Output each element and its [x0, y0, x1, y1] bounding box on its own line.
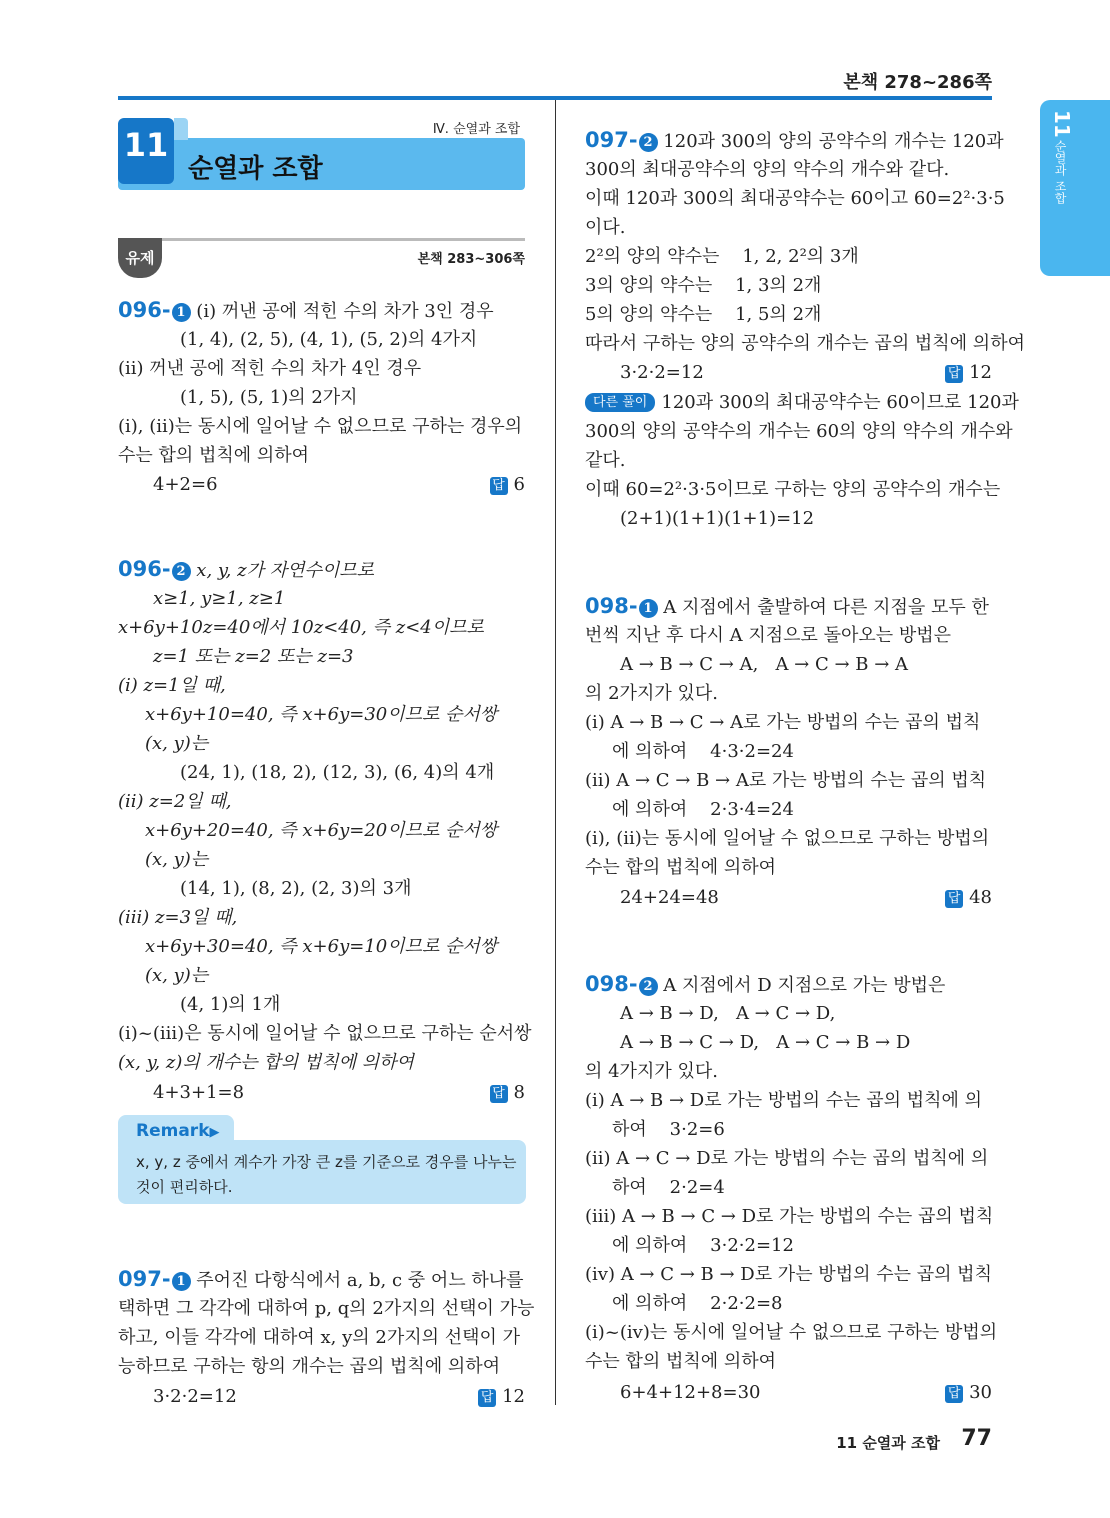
chapter-unit: Ⅳ. 순열과 조합 [432, 122, 520, 137]
footer-chapter: 11 순열과 조합 [836, 1434, 940, 1452]
p098-1-line-10: 24+24=48 [620, 887, 719, 908]
p097-2-alt-line-4: (2+1)(1+1)(1+1)=12 [620, 508, 815, 529]
p096-2-answer: 답 8 [490, 1078, 525, 1107]
remark-title: Remark▶ [136, 1121, 220, 1141]
p098-1-line-4: (ⅰ) A → B → C → A로 가는 방법의 수는 곱의 법칙 [585, 712, 981, 733]
p096-2-line-16: (ⅰ)~(ⅲ)은 동시에 일어날 수 없으므로 구하는 순서쌍 [118, 1023, 532, 1044]
p097-2-line-7: 따라서 구하는 양의 공약수의 개수는 곱의 법칙에 의하여 [585, 333, 1025, 354]
p098-1-num: 1 [639, 599, 658, 618]
p097-1-label: 097- [118, 1267, 171, 1291]
p098-1-line-7: 에 의하여 2·3·4=24 [612, 799, 794, 820]
section-badge: 유제 [118, 238, 162, 278]
p096-2-line-7: (24, 1), (18, 2), (12, 3), (6, 4)의 4개 [180, 762, 495, 783]
p098-1-line-0: 098- 1 A 지점에서 출발하여 다른 지점을 모두 한 [585, 594, 989, 618]
p096-2-line-10: (x, y)는 [145, 849, 209, 870]
p098-1-line-6: (ⅱ) A → C → B → A로 가는 방법의 수는 곱의 법칙 [585, 770, 987, 791]
p097-2-answer: 답 12 [945, 358, 992, 387]
p096-2-line-13: x+6y+30=40, 즉 x+6y=10이므로 순서쌍 [145, 936, 498, 957]
side-tab-title: 순열과 조합 [1053, 140, 1067, 204]
p096-1-answer: 답 6 [490, 470, 525, 499]
column-divider [555, 100, 556, 1405]
p098-1-label: 098- [585, 594, 638, 618]
p096-1-line-6: 4+2=6 [153, 474, 218, 495]
p096-2-line-4: (ⅰ) z=1일 때, [118, 675, 226, 696]
p096-2-line-15: (4, 1)의 1개 [180, 994, 281, 1015]
answer-mark-icon: 답 [490, 477, 508, 495]
remark-line-1: 것이 편리하다. [136, 1178, 233, 1196]
p096-1-line-2: (ⅱ) 꺼낸 공에 적힌 수의 차가 4인 경우 [118, 358, 422, 379]
p097-1-line-0: 097- 1 주어진 다항식에서 a, b, c 중 어느 하나를 [118, 1267, 524, 1291]
p098-2-line-10: (ⅳ) A → C → B → D로 가는 방법의 수는 곱의 법칙 [585, 1264, 992, 1285]
p098-2-line-11: 에 의하여 2·2·2=8 [612, 1293, 783, 1314]
p096-2-line-18: 4+3+1=8 [153, 1082, 245, 1103]
play-arrow-icon: ▶ [209, 1125, 220, 1140]
p097-2-alt-line-1: 300의 양의 공약수의 개수는 60의 양의 약수의 개수와 [585, 421, 1013, 442]
p097-1-num: 1 [172, 1272, 191, 1291]
p098-2-line-8: (ⅲ) A → B → C → D로 가는 방법의 수는 곱의 법칙 [585, 1206, 994, 1227]
p097-2-label: 097- [585, 128, 638, 152]
p097-2-line-0: 097- 2 120과 300의 양의 공약수의 개수는 120과 [585, 128, 1004, 152]
p097-1-line-3: 능하므로 구하는 항의 개수는 곱의 법칙에 의하여 [118, 1356, 501, 1377]
answer-mark-icon: 답 [945, 1385, 963, 1403]
p097-2-line-3: 이다. [585, 217, 626, 238]
p098-2-answer: 답 30 [945, 1378, 992, 1407]
p098-2-line-14: 6+4+12+8=30 [620, 1382, 761, 1403]
p097-2-alt-line-2: 같다. [585, 450, 626, 471]
p098-2-line-9: 에 의하여 3·2·2=12 [612, 1235, 794, 1256]
p098-1-line-9: 수는 합의 법칙에 의하여 [585, 857, 777, 878]
p098-2-num: 2 [639, 977, 658, 996]
p097-2-alt-line-3: 이때 60=2²·3·5이므로 구하는 양의 공약수의 개수는 [585, 479, 1001, 500]
p096-2-line-14: (x, y)는 [145, 965, 209, 986]
p098-2-line-6: (ⅱ) A → C → D로 가는 방법의 수는 곱의 법칙에 의 [585, 1148, 989, 1169]
p096-2-line-12: (ⅲ) z=3일 때, [118, 907, 238, 928]
p096-2-line-11: (14, 1), (8, 2), (2, 3)의 3개 [180, 878, 412, 899]
p098-2-line-2: A → B → C → D, A → C → B → D [620, 1032, 911, 1053]
p096-1-line-5: 수는 합의 법칙에 의하여 [118, 445, 310, 466]
p097-1-line-4: 3·2·2=12 [153, 1386, 237, 1407]
p098-2-line-7: 하여 2·2=4 [612, 1177, 725, 1198]
p097-2-line-6: 5의 양의 약수는 1, 5의 2개 [585, 304, 822, 325]
p096-2-line-8: (ⅱ) z=2일 때, [118, 791, 232, 812]
alt-solution-tag: 다른 풀이 [585, 393, 655, 412]
p096-1-label: 096- [118, 298, 171, 322]
p098-2-line-12: (ⅰ)~(ⅳ)는 동시에 일어날 수 없으므로 구하는 방법의 [585, 1322, 998, 1343]
p097-2-num: 2 [639, 133, 658, 152]
p096-2-line-6: (x, y)는 [145, 733, 209, 754]
chapter-number: 11 [123, 126, 169, 164]
p096-2-num: 2 [172, 562, 191, 581]
p097-2-line-8: 3·2·2=12 [620, 362, 704, 383]
p098-1-line-8: (ⅰ), (ⅱ)는 동시에 일어날 수 없으므로 구하는 방법의 [585, 828, 990, 849]
remark-line-0: x, y, z 중에서 계수가 가장 큰 z를 기준으로 경우를 나누는 [136, 1153, 517, 1171]
p098-2-line-3: 의 4가지가 있다. [585, 1061, 718, 1082]
p097-2-alt-line-0: 다른 풀이 120과 300의 최대공약수는 60이므로 120과 [585, 388, 1019, 417]
p098-1-line-3: 의 2가지가 있다. [585, 683, 718, 704]
p098-2-line-0: 098- 2 A 지점에서 D 지점으로 가는 방법은 [585, 972, 946, 996]
p098-2-line-4: (ⅰ) A → B → D로 가는 방법의 수는 곱의 법칙에 의 [585, 1090, 982, 1111]
answer-mark-icon: 답 [478, 1389, 496, 1407]
p098-1-line-2: A → B → C → A, A → C → B → A [620, 654, 909, 675]
p097-2-line-1: 300의 최대공약수의 양의 약수의 개수와 같다. [585, 159, 950, 180]
p096-1-line-0: 096- 1 (ⅰ) 꺼낸 공에 적힌 수의 차가 3인 경우 [118, 298, 494, 322]
p097-2-line-4: 2²의 양의 약수는 1, 2, 2²의 3개 [585, 246, 859, 267]
page-number: 77 [961, 1426, 992, 1451]
p098-2-line-13: 수는 합의 법칙에 의하여 [585, 1351, 777, 1372]
side-tab[interactable] [1040, 100, 1110, 276]
section-rule [150, 238, 525, 241]
p098-2-label: 098- [585, 972, 638, 996]
p097-2-line-5: 3의 양의 약수는 1, 3의 2개 [585, 275, 822, 296]
p096-1-num: 1 [172, 303, 191, 322]
p097-1-line-1: 택하면 그 각각에 대하여 p, q의 2가지의 선택이 가능 [118, 1298, 535, 1319]
p096-2-line-1: x≥1, y≥1, z≥1 [153, 588, 286, 609]
p098-2-line-5: 하여 3·2=6 [612, 1119, 725, 1140]
answer-mark-icon: 답 [945, 365, 963, 383]
p097-1-answer: 답 12 [478, 1382, 525, 1411]
p096-1-line-1: (1, 4), (2, 5), (4, 1), (5, 2)의 4가지 [180, 329, 478, 350]
p096-2-line-0: 096- 2 x, y, z가 자연수이므로 [118, 557, 375, 581]
p098-1-line-1: 번씩 지난 후 다시 A 지점으로 돌아오는 방법은 [585, 625, 952, 646]
answer-mark-icon: 답 [490, 1085, 508, 1103]
p098-1-line-5: 에 의하여 4·3·2=24 [612, 741, 794, 762]
p096-1-line-3: (1, 5), (5, 1)의 2가지 [180, 387, 358, 408]
header-book-ref: 본책 278~286쪽 [843, 72, 992, 93]
p097-1-line-2: 하고, 이들 각각에 대하여 x, y의 2가지의 선택이 가 [118, 1327, 520, 1348]
section-book-ref: 본책 283~306쪽 [417, 252, 525, 267]
p096-2-line-9: x+6y+20=40, 즉 x+6y=20이므로 순서쌍 [145, 820, 498, 841]
chapter-number-tab [174, 118, 188, 140]
p096-2-line-17: (x, y, z)의 개수는 합의 법칙에 의하여 [118, 1052, 414, 1073]
p096-2-line-3: z=1 또는 z=2 또는 z=3 [153, 646, 354, 667]
p098-1-answer: 답 48 [945, 883, 992, 912]
chapter-title: 순열과 조합 [188, 154, 323, 184]
p096-2-line-2: x+6y+10z=40에서 10z<40, 즉 z<4이므로 [118, 617, 484, 638]
p096-2-line-5: x+6y+10=40, 즉 x+6y=30이므로 순서쌍 [145, 704, 498, 725]
side-tab-number: 11 [1050, 110, 1074, 138]
p098-2-line-1: A → B → D, A → C → D, [620, 1003, 836, 1024]
p097-2-line-2: 이때 120과 300의 최대공약수는 60이고 60=2²·3·5 [585, 188, 1005, 209]
p096-1-line-4: (ⅰ), (ⅱ)는 동시에 일어날 수 없으므로 구하는 경우의 [118, 416, 523, 437]
p096-2-label: 096- [118, 557, 171, 581]
answer-mark-icon: 답 [945, 890, 963, 908]
